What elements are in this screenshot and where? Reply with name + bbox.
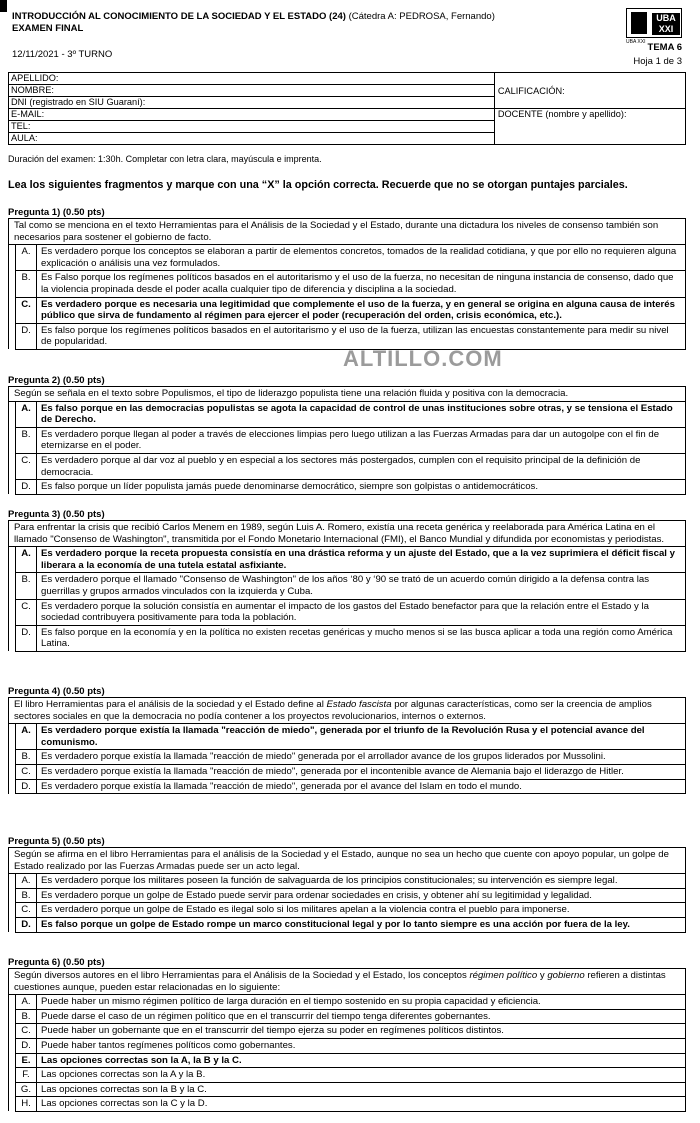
logo-caption: UBA XXI	[626, 39, 646, 45]
option-letter[interactable]: D.	[16, 917, 37, 932]
question-label: Pregunta 1) (0.50 pts)	[8, 207, 105, 218]
option-letter[interactable]: B.	[16, 573, 37, 599]
question-stem: Para enfrentar la crisis que recibió Carlos Menem en 1989, según Luis A. Romero, existía una receta genérica y reelaborada para América Latina en el llamado "Consenso de Washington", transmitida por el Fondo Monetario Internacional (FMI), el Banco Mundial y difundida por economistas y periodistas.	[9, 521, 686, 547]
question-3	[8, 520, 686, 652]
option-letter[interactable]: A.	[16, 245, 37, 271]
option-text[interactable]: Puede haber un mismo régimen político de larga duración en el tiempo sostenido en su propia capacidad y eficiencia.	[37, 995, 686, 1010]
option-text[interactable]: Es verdadero porque al dar voz al pueblo y en especial a los sectores más postergados, cumplen con el requisito principal de la definición de democracia.	[37, 453, 686, 479]
calificacion-box: CALIFICACIÓN:	[494, 73, 685, 109]
duration-note: Duración del examen: 1:30h. Completar con letra clara, mayúscula e imprenta.	[8, 154, 322, 164]
tema-label: TEMA 6	[647, 42, 682, 53]
option-text[interactable]: Es verdadero porque existía la llamada "reacción de miedo", generada por el incontenible avance de Alemania bajo el liderazgo de Hitler.	[37, 764, 686, 779]
option-letter[interactable]: D.	[16, 323, 37, 349]
catedra: (Cátedra A: PEDROSA, Fernando)	[348, 11, 495, 22]
option-letter[interactable]: D.	[16, 625, 37, 651]
logo-wordmark: UBA XXI	[652, 13, 680, 35]
option-letter[interactable]: A.	[16, 547, 37, 573]
option-text[interactable]: Es falso porque un golpe de Estado rompe un marco constitucional legal y por lo tanto siempre es una acción por fuera de la ley.	[37, 917, 686, 932]
question-label: Pregunta 4) (0.50 pts)	[8, 686, 105, 697]
option-text[interactable]: Es verdadero porque los militares poseen la función de salvaguarda de los principios constitucionales; su intervención es siempre legal.	[37, 874, 686, 889]
docente-box: DOCENTE (nombre y apellido):	[494, 109, 685, 145]
option-letter[interactable]: B.	[16, 271, 37, 297]
field-dni[interactable]: DNI (registrado en SIU Guaraní):	[9, 97, 495, 109]
option-letter[interactable]: B.	[16, 888, 37, 903]
option-text[interactable]: Puede haber tantos regímenes políticos como gobernantes.	[37, 1038, 686, 1053]
course-title: INTRODUCCIÓN AL CONOCIMIENTO DE LA SOCIEDAD Y EL ESTADO (24)	[12, 11, 346, 22]
question-1	[8, 218, 686, 350]
question-stem: Según se afirma en el libro Herramientas para el análisis de la Sociedad y el Estado, aunque no sea un hecho que cuente con apoyo popular, un golpe de Estado realizado por las Fuerzas Armadas puede ser un acto legal.	[9, 848, 686, 874]
question-2	[8, 386, 686, 495]
course-title-line	[12, 11, 495, 22]
option-text[interactable]: Las opciones correctas son la A, la B y la C.	[37, 1053, 686, 1068]
option-text[interactable]: Es falso porque en la economía y en la política no existen recetas genéricas y mucho menos si se las busca aplicar a toda una región como América Latina.	[37, 625, 686, 651]
option-letter[interactable]: C.	[16, 297, 37, 323]
option-text[interactable]: Es verdadero porque la receta propuesta consistía en una drástica reforma y un ajuste del Estado, que a la vez suprimiera el déficit fiscal y liberara a la economía de una tutela estatal asfixiante.	[37, 547, 686, 573]
uba-xxi-logo	[626, 8, 682, 38]
question-label: Pregunta 5) (0.50 pts)	[8, 836, 105, 847]
option-text[interactable]: Es Falso porque los regímenes políticos basados en el autoritarismo y el uso de la fuerza, no necesitan de ninguna instancia de consenso, dado que la violencia propinada desde el poder acalla cualquier tipo de diferencia y disciplina a la sociedad.	[37, 271, 686, 297]
question-4	[8, 697, 686, 794]
option-letter[interactable]: A.	[16, 401, 37, 427]
option-text[interactable]: Las opciones correctas son la A y la B.	[37, 1068, 686, 1083]
option-letter[interactable]: A.	[16, 724, 37, 750]
question-stem: Según se señala en el texto sobre Populismos, el tipo de liderazgo populista tiene una relación fluida y positiva con la democracia.	[9, 387, 686, 402]
field-aula[interactable]: AULA:	[9, 133, 495, 145]
option-letter[interactable]: A.	[16, 874, 37, 889]
logo-mark-icon	[631, 12, 647, 34]
corner-mark	[0, 0, 7, 12]
option-text[interactable]: Puede darse el caso de un régimen político que en el transcurrir del tiempo tenga diferentes gobernantes.	[37, 1009, 686, 1024]
option-text[interactable]: Es verdadero porque un golpe de Estado puede servir para ordenar sociedades en crisis, y obtener ahí su legitimidad y legalidad.	[37, 888, 686, 903]
page-indicator: Hoja 1 de 3	[633, 56, 682, 67]
option-letter[interactable]: A.	[16, 995, 37, 1010]
option-letter[interactable]: F.	[16, 1068, 37, 1083]
option-text[interactable]: Es verdadero porque llegan al poder a través de elecciones limpias pero luego utilizan a las Fuerzas Armadas para dar un autogolpe con el fin de eternizarse en el poder.	[37, 427, 686, 453]
watermark: ALTILLO.COM	[343, 346, 503, 371]
option-text[interactable]: Es verdadero porque existía la llamada "reacción de miedo" generada por el arrollador avance de los grupos liderados por Mussolini.	[37, 750, 686, 765]
question-stem: El libro Herramientas para el análisis de la sociedad y el Estado define al Estado fascista por algunas características, como ser la creencia de amplios sectores sociales en que la democracia no podía contener a los proyectos revolucionarios, internos o externos.	[9, 698, 686, 724]
option-letter[interactable]: C.	[16, 599, 37, 625]
option-letter[interactable]: C.	[16, 1024, 37, 1039]
option-text[interactable]: Es falso porque los regímenes políticos basados en el autoritarismo y el uso de la fuerza, utilizan las encuestas constantemente para medir su nivel de popularidad.	[37, 323, 686, 349]
option-text[interactable]: Es verdadero porque la solución consistía en aumentar el impacto de los gastos del Estado benefactor para que la relación entre el Estado y la sociedad contribuyera positivamente para toda la población.	[37, 599, 686, 625]
question-5	[8, 847, 686, 933]
question-label: Pregunta 6) (0.50 pts)	[8, 957, 105, 968]
field-email[interactable]: E-MAIL:	[9, 109, 495, 121]
option-letter[interactable]: D.	[16, 779, 37, 794]
option-letter[interactable]: C.	[16, 453, 37, 479]
option-text[interactable]: Es verdadero porque el llamado "Consenso de Washington" de los años ‘80 y ‘90 se trató de un acuerdo común dirigido a la defensa contra las guerrillas y grupos armados vinculados con la izquierda y Cuba.	[37, 573, 686, 599]
question-stem: Tal como se menciona en el texto Herramientas para el Análisis de la Sociedad y el Estado, durante una dictadura los niveles de consenso también son necesarios para sostener el gobierno de facto.	[9, 219, 686, 245]
option-letter[interactable]: C.	[16, 903, 37, 918]
option-text[interactable]: Es verdadero porque un golpe de Estado es ilegal solo si los militares apelan a la violencia contra el pueblo para imponerse.	[37, 903, 686, 918]
option-text[interactable]: Las opciones correctas son la B y la C.	[37, 1082, 686, 1097]
option-letter[interactable]: B.	[16, 750, 37, 765]
field-nombre[interactable]: NOMBRE:	[9, 85, 495, 97]
option-text[interactable]: Es verdadero porque los conceptos se elaboran a partir de elementos concretos, tomados de la realidad cotidiana, y que por ello no requieren alguna explicación o análisis una vez formulados.	[37, 245, 686, 271]
option-text[interactable]: Es verdadero porque es necesaria una legitimidad que complemente el uso de la fuerza, y en general se origina en alguna causa de interés público que sirva de fundamento al régimen para ejercer el poder (recuperación del orden, crisis económica, etc.).	[37, 297, 686, 323]
option-letter[interactable]: B.	[16, 1009, 37, 1024]
field-apellido[interactable]: APELLIDO:	[9, 73, 495, 85]
student-info-table	[8, 72, 686, 145]
option-letter[interactable]: D.	[16, 1038, 37, 1053]
field-tel[interactable]: TEL:	[9, 121, 495, 133]
question-label: Pregunta 2) (0.50 pts)	[8, 375, 105, 386]
option-letter[interactable]: D.	[16, 480, 37, 495]
option-letter[interactable]: G.	[16, 1082, 37, 1097]
option-letter[interactable]: C.	[16, 764, 37, 779]
option-text[interactable]: Es falso porque un líder populista jamás puede denominarse democrático, siempre son golpistas o antidemocráticos.	[37, 480, 686, 495]
exam-date-shift: 12/11/2021 - 3º TURNO	[12, 49, 113, 60]
option-text[interactable]: Puede haber un gobernante que en el transcurrir del tiempo ejerza su poder en regímenes políticos distintos.	[37, 1024, 686, 1039]
option-text[interactable]: Es verdadero porque existía la llamada "reacción de miedo", generada por el avance del Islam en todo el mundo.	[37, 779, 686, 794]
option-letter[interactable]: B.	[16, 427, 37, 453]
option-letter[interactable]: E.	[16, 1053, 37, 1068]
option-text[interactable]: Es verdadero porque existía la llamada "reacción de miedo", generada por el triunfo de la Revolución Rusa y el potencial avance del comunismo.	[37, 724, 686, 750]
exam-type: EXAMEN FINAL	[12, 23, 84, 34]
option-text[interactable]: Las opciones correctas son la C y la D.	[37, 1097, 686, 1112]
question-6	[8, 968, 686, 1112]
instructions: Lea los siguientes fragmentos y marque con una “X” la opción correcta. Recuerde que no se otorgan puntajes parciales.	[8, 179, 628, 191]
question-label: Pregunta 3) (0.50 pts)	[8, 509, 105, 520]
option-text[interactable]: Es falso porque en las democracias populistas se agota la capacidad de control de unas instituciones sobre otras, y se tensiona el Estado de Derecho.	[37, 401, 686, 427]
option-letter[interactable]: H.	[16, 1097, 37, 1112]
question-stem: Según diversos autores en el libro Herramientas para el Análisis de la Sociedad y el Estado, los conceptos régimen político y gobierno refieren a distintas cuestiones aunque, pueden estar relacionadas en lo siguiente:	[9, 969, 686, 995]
